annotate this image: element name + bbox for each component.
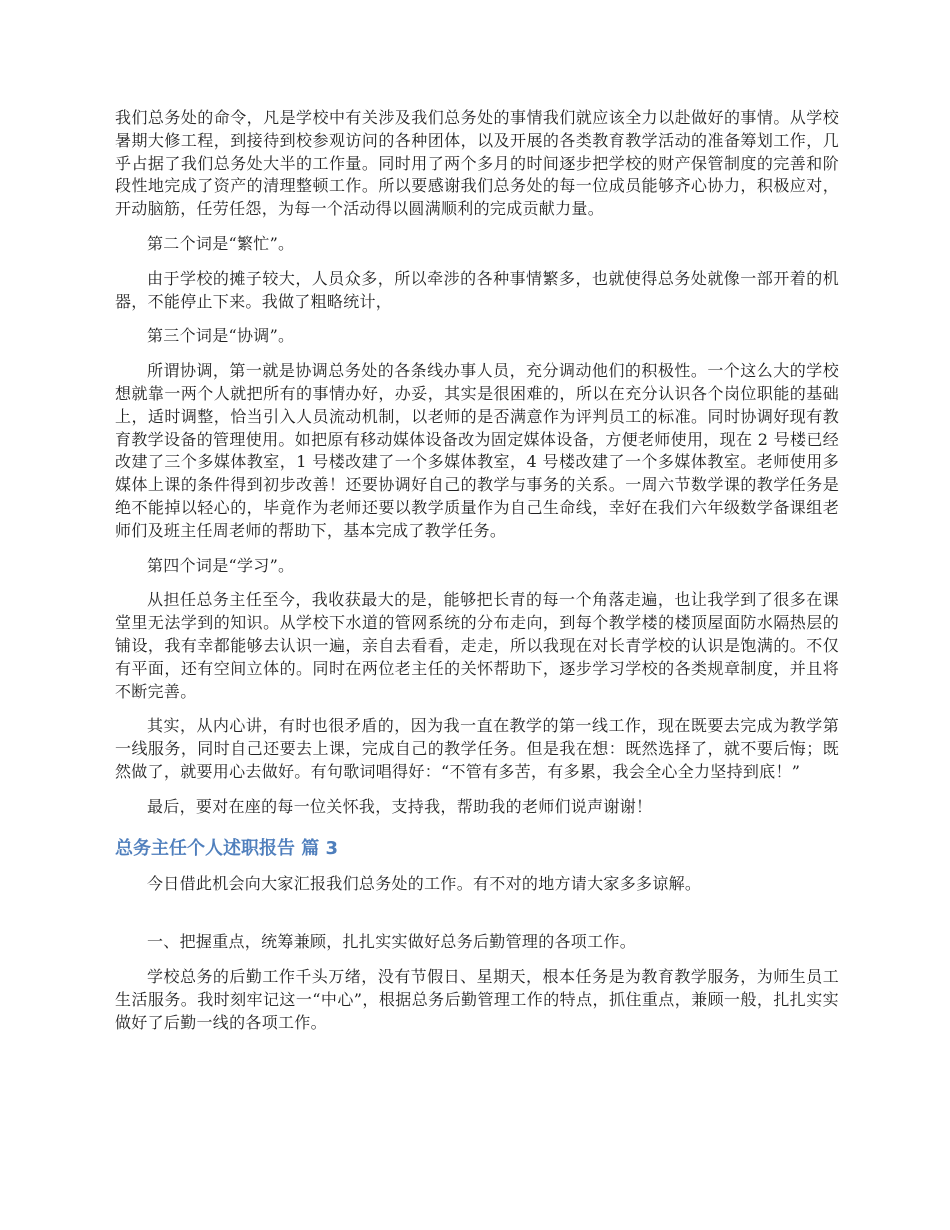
paragraph-third-word: 第三个词是“协调”。 [147,326,295,346]
paragraph-point-one: 一、把握重点，统筹兼顾，扎扎实实做好总务后勤管理的各项工作。 [147,932,637,952]
paragraph-thanks: 最后，要对在座的每一位关怀我，支持我，帮助我的老师们说声谢谢！ [147,796,653,816]
paragraph-logistics: 学校总务的后勤工作千头万绪，没有节假日、星期天，根本任务是为教育教学服务，为师生员工生活服务。我时刻牢记这一“中心”，根据总务后勤管理工作的特点，抓住重点，兼顾一般，扎扎实实做好了后勤一线的各项工作。 [115,967,839,1032]
paragraph-second-word: 第二个词是“繁忙”。 [147,233,295,253]
paragraph-fourth-word: 第四个词是“学习”。 [147,555,295,575]
paragraph-reflection: 其实，从内心讲，有时也很矛盾的，因为我一直在教学的第一线工作，现在既要去完成为教学第一线服务，同时自己还要去上课，完成自己的教学任务。但是我在想：既然选择了，就不要后悔；既然做了，就要用心去做好。有句歌词唱得好：“不管有多苦，有多累，我会全心全力坚持到底！” [115,716,839,781]
paragraph-intro: 今日借此机会向大家汇报我们总务处的工作。有不对的地方请大家多多谅解。 [147,873,702,893]
section-heading: 总务主任个人述职报告 篇 3 [115,837,339,859]
paragraph-continuation: 我们总务处的命令，凡是学校中有关涉及我们总务处的事情我们就应该全力以赴做好的事情。从学校暑期大修工程，到接待到校参观访问的各种团体，以及开展的各类教育教学活动的准备筹划工作，几乎占据了我们总务处大半的工作量。同时用了两个多月的时间逐步把学校的财产保管制度的完善和阶段性地完成了资产的清理整顿工作。所以要感谢我们总务处的每一位成员能够齐心协力，积极应对，开动脑筋，任劳任怨，为每一个活动得以圆满顺利的完成贡献力量。 [115,108,839,219]
paragraph-coordination: 所谓协调，第一就是协调总务处的各条线办事人员，充分调动他们的积极性。一个这么大的学校想就靠一两个人就把所有的事情办好，办妥，其实是很困难的，所以在充分认识各个岗位职能的基础上，适时调整，恰当引入人员流动机制，以老师的是否满意作为评判员工的标准。同时协调好现有教育教学设备的管理使用。如把原有移动媒体设备改为固定媒体设备，方便老师使用，现在 2 号楼已经改建了三个多媒体教室，1 号楼改建了一个多媒体教室，4 号楼改建了一个多媒体教室。老师使用多媒体上课的条件得到初步改善！还要协调好自己的教学与事务的关系。一周六节数学课的教学任务是绝不能掉以轻心的，毕竟作为老师还要以教学质量作为自己生命线，幸好在我们六年级数学备课组老师们及班主任周老师的帮助下，基本完成了教学任务。 [115,361,839,540]
blank-line [115,907,839,931]
document-page [115,107,839,1047]
paragraph-learning: 从担任总务主任至今，我收获最大的是，能够把长青的每一个角落走遍，也让我学到了很多在课堂里无法学到的知识。从学校下水道的管网系统的分布走向，到每个教学楼的楼顶屋面防水隔热层的铺设，我有幸都能够去认识一遍，亲自去看看，走走，所以我现在对长青学校的认识是饱满的。不仅有平面，还有空间立体的。同时在两位老主任的关怀帮助下，逐步学习学校的各类规章制度，并且将不断完善。 [115,590,839,701]
paragraph-busy: 由于学校的摊子较大，人员众多，所以牵涉的各种事情繁多，也就使得总务处就像一部开着的机器，不能停止下来。我做了粗略统计， [115,268,839,311]
